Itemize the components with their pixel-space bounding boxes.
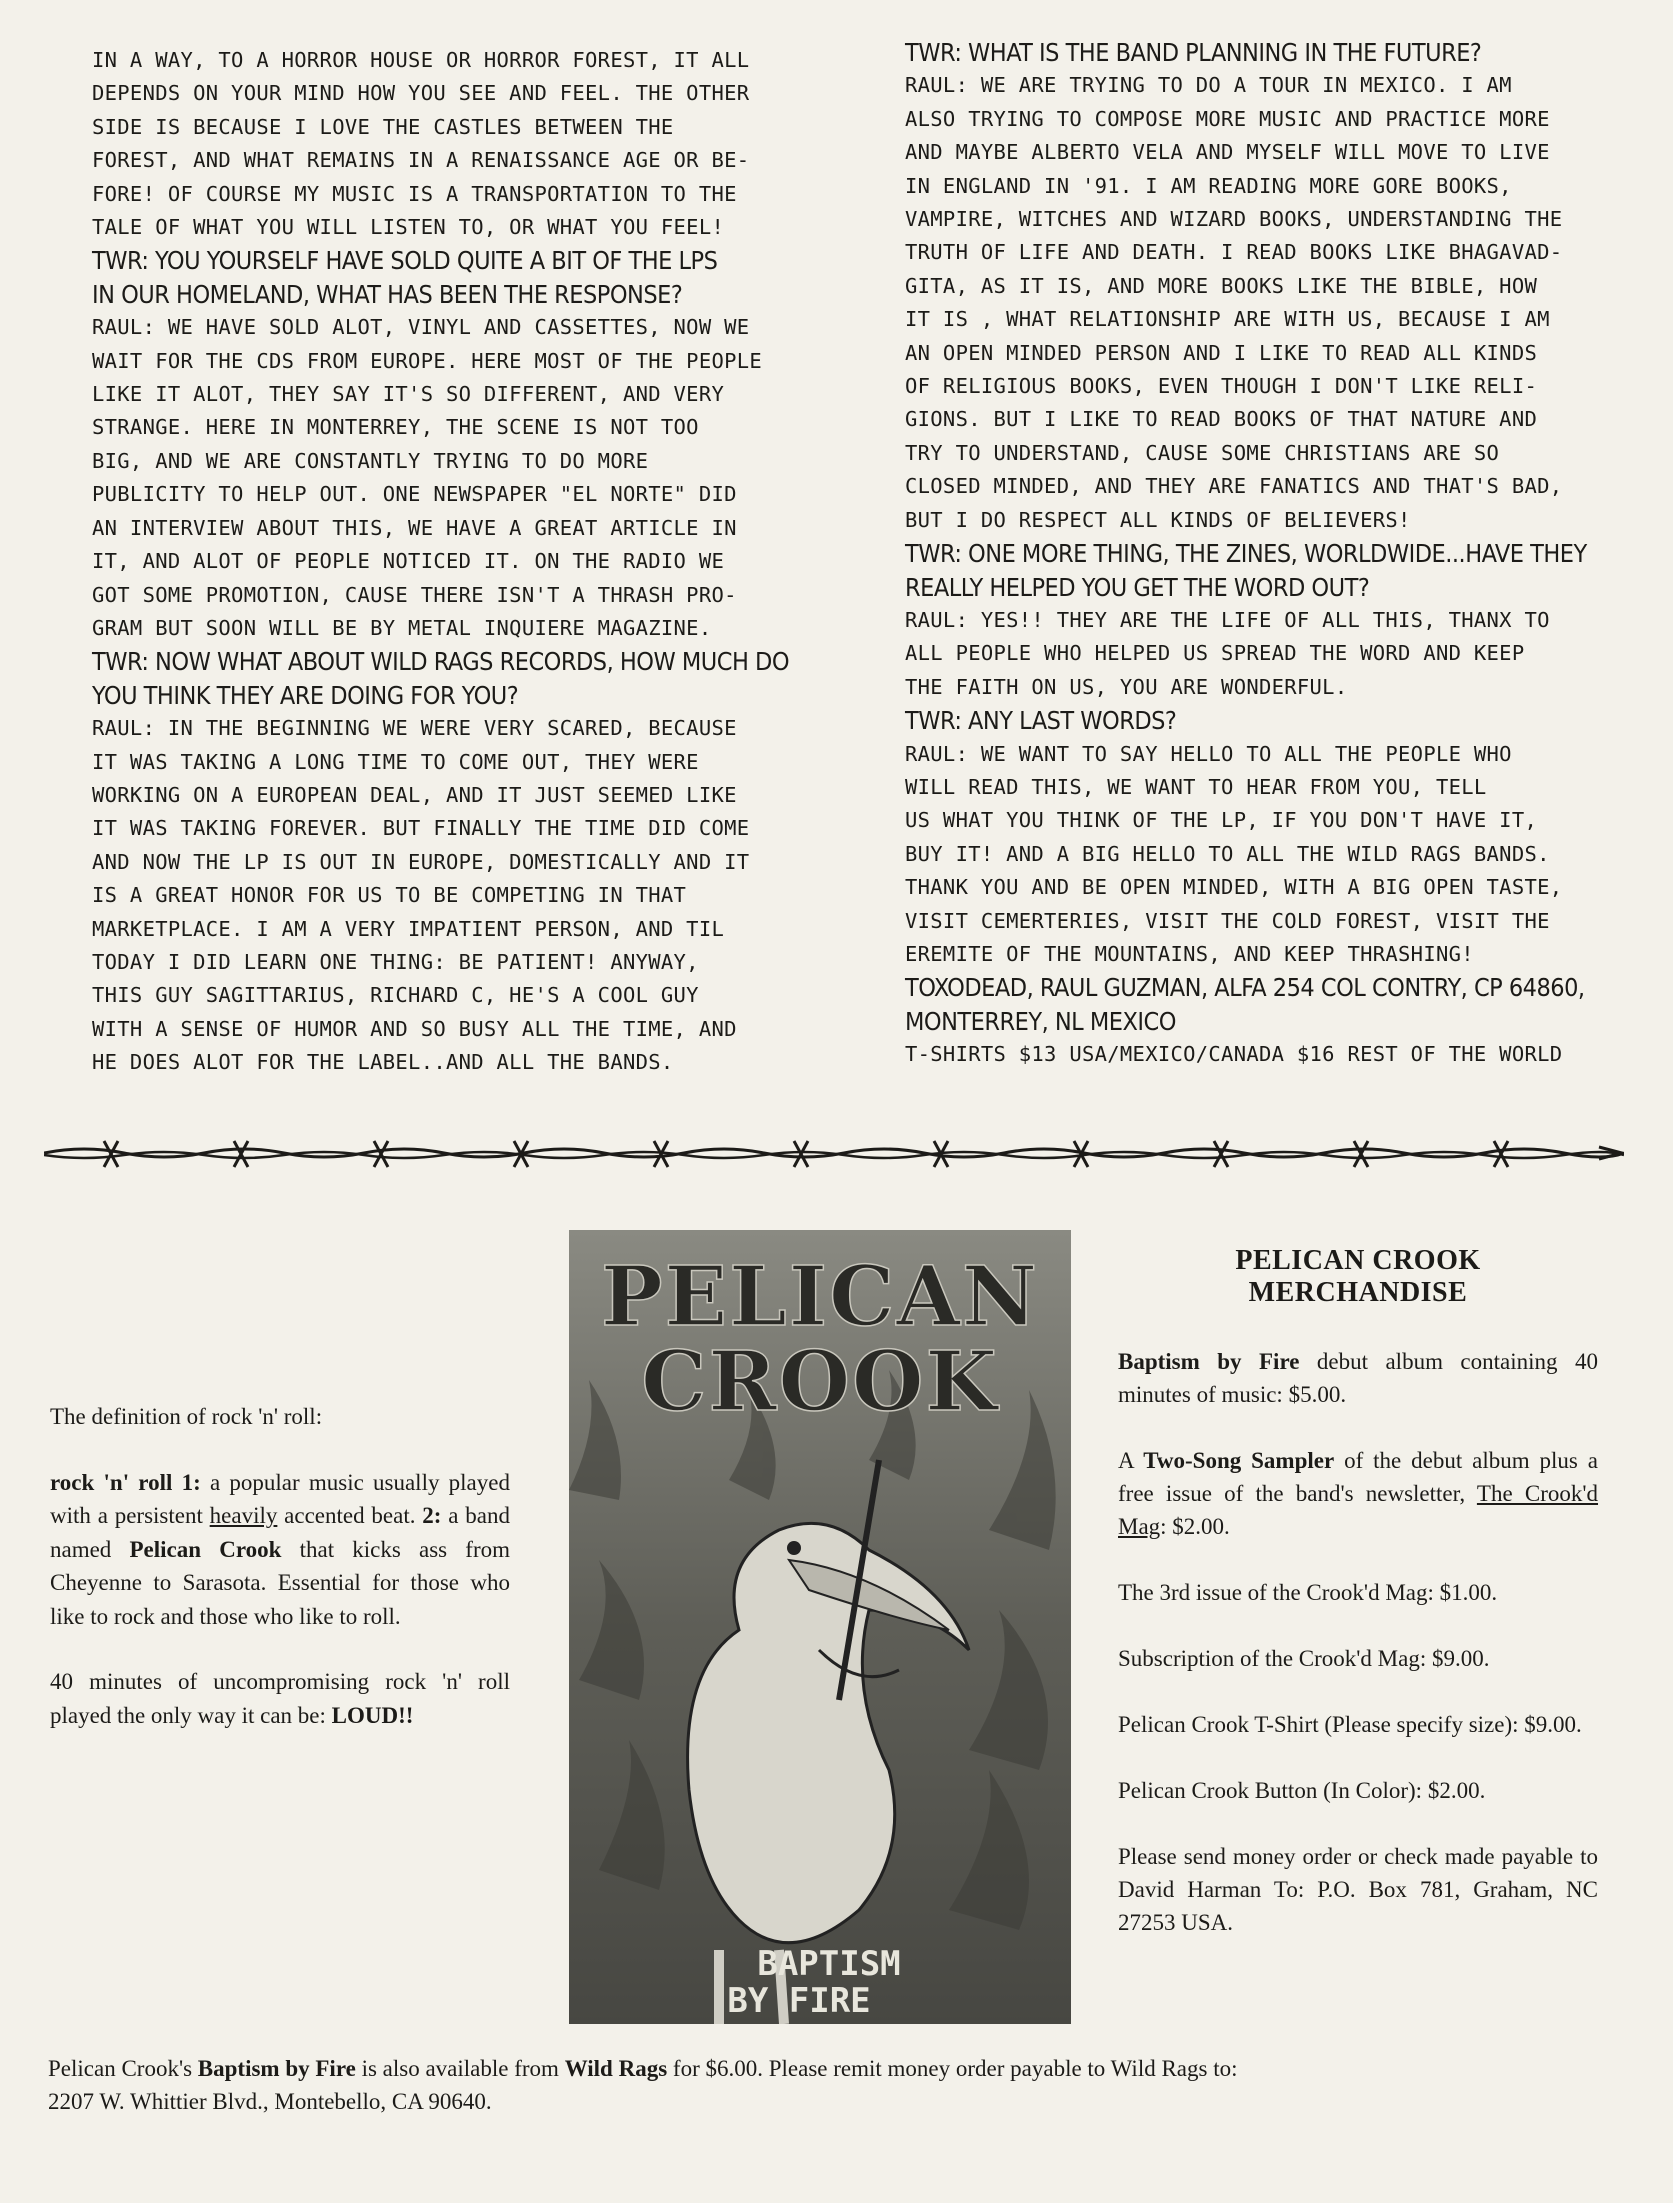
merch-item: A Two-Song Sampler of the debut album plus a free issue of the band's newsletter, The Crook'd Mag: $2.00.: [1118, 1448, 1599, 1539]
interview-line: TRY TO UNDERSTAND, CAUSE SOME CHRISTIANS ARE SO: [905, 440, 1500, 465]
interview-line: THE FAITH ON US, YOU ARE WONDERFUL.: [905, 674, 1348, 699]
interview-line: AN INTERVIEW ABOUT THIS, WE HAVE A GREAT ARTICLE IN: [92, 515, 737, 540]
interview-line: IS A GREAT HONOR FOR US TO BE COMPETING IN THAT: [92, 883, 687, 908]
interview-question: YOU THINK THEY ARE DOING FOR YOU?: [92, 680, 519, 710]
interview-line: VISIT CEMERTERIES, VISIT THE COLD FOREST, VISIT THE: [905, 908, 1550, 933]
interview-line: TRUTH OF LIFE AND DEATH. I READ BOOKS LIKE BHAGAVAD-: [905, 240, 1563, 265]
interview-line: CLOSED MINDED, AND THEY ARE FANATICS AND THAT'S BAD,: [905, 474, 1563, 499]
footer-line1: Pelican Crook's Baptism by Fire is also available from Wild Rags for $6.00. Please remit money order payable to Wild Rags to:: [48, 2056, 1238, 2081]
interview-question: TWR: ANY LAST WORDS?: [905, 706, 1177, 736]
interview-line: WAIT FOR THE CDS FROM EUROPE. HERE MOST OF THE PEOPLE: [92, 348, 763, 373]
merch-item: Pelican Crook Button (In Color): $2.00.: [1118, 1778, 1486, 1803]
interview-line: THIS GUY SAGITTARIUS, RICHARD C, HE'S A COOL GUY: [92, 983, 699, 1008]
interview-question: IN OUR HOMELAND, WHAT HAS BEEN THE RESPONSE?: [92, 279, 683, 309]
rock-n-roll-definition: [50, 1400, 510, 1764]
interview-line: AND MAYBE ALBERTO VELA AND MYSELF WILL MOVE TO LIVE: [905, 140, 1550, 165]
interview-question: TWR: ONE MORE THING, THE ZINES, WORLDWIDE...HAVE THEY: [905, 539, 1587, 569]
interview-line: LIKE IT ALOT, THEY SAY IT'S SO DIFFERENT, AND VERY: [92, 382, 725, 407]
merch-item: The 3rd issue of the Crook'd Mag: $1.00.: [1118, 1580, 1498, 1605]
interview-line: RAUL: IN THE BEGINNING WE WERE VERY SCARED, BECAUSE: [92, 716, 737, 741]
interview-column-right: [905, 36, 1595, 1072]
interview-line: TODAY I DID LEARN ONE THING: BE PATIENT! ANYWAY,: [92, 949, 699, 974]
interview-line: GRAM BUT SOON WILL BE BY METAL INQUIERE MAGAZINE.: [92, 615, 712, 640]
interview-line: IN ENGLAND IN '91. I AM READING MORE GORE BOOKS,: [905, 173, 1512, 198]
definition-intro: The definition of rock 'n' roll:: [50, 1404, 323, 1429]
contact-address: TOXODEAD, RAUL GUZMAN, ALFA 254 COL CONTRY, CP 64860,: [905, 973, 1585, 1003]
interview-line: AND NOW THE LP IS OUT IN EUROPE, DOMESTICALLY AND IT: [92, 849, 750, 874]
interview-column-left: [92, 44, 812, 1080]
interview-line: OF RELIGIOUS BOOKS, EVEN THOUGH I DON'T LIKE RELI-: [905, 374, 1538, 399]
tshirt-prices: T-SHIRTS $13 USA/MEXICO/CANADA $16 REST OF THE WORLD: [905, 1042, 1563, 1067]
interview-line: SIDE IS BECAUSE I LOVE THE CASTLES BETWEEN THE: [92, 114, 674, 139]
interview-line: TALE OF WHAT YOU WILL LISTEN TO, OR WHAT YOU FEEL!: [92, 215, 725, 240]
interview-line: WILL READ THIS, WE WANT TO HEAR FROM YOU, TELL: [905, 774, 1487, 799]
interview-line: HE DOES ALOT FOR THE LABEL..AND ALL THE BANDS.: [92, 1050, 674, 1075]
footer-note: [48, 2052, 1618, 2118]
definition-closing: 40 minutes of uncompromising rock 'n' roll played the only way it can be: LOUD!!: [50, 1669, 510, 1728]
interview-line: AN OPEN MINDED PERSON AND I LIKE TO READ ALL KINDS: [905, 340, 1538, 365]
interview-line: BUY IT! AND A BIG HELLO TO ALL THE WILD RAGS BANDS.: [905, 841, 1550, 866]
merch-item: Subscription of the Crook'd Mag: $9.00.: [1118, 1646, 1490, 1671]
interview-question: TWR: YOU YOURSELF HAVE SOLD QUITE A BIT OF THE LPS: [92, 246, 718, 276]
interview-line: VAMPIRE, WITCHES AND WIZARD BOOKS, UNDERSTANDING THE: [905, 207, 1563, 232]
contact-address: MONTERREY, NL MEXICO: [905, 1006, 1176, 1036]
interview-line: BUT I DO RESPECT ALL KINDS OF BELIEVERS!: [905, 507, 1411, 532]
cover-band-name-line2: CROOK: [641, 1334, 999, 1430]
interview-line: GIONS. BUT I LIKE TO READ BOOKS OF THAT NATURE AND: [905, 407, 1538, 432]
interview-line: MARKETPLACE. I AM A VERY IMPATIENT PERSON, AND TIL: [92, 916, 725, 941]
footer-address: 2207 W. Whittier Blvd., Montebello, CA 90640.: [48, 2089, 492, 2114]
interview-line: IT, AND ALOT OF PEOPLE NOTICED IT. ON THE RADIO WE: [92, 549, 725, 574]
album-cover: [569, 1230, 1071, 2024]
interview-line: THANK YOU AND BE OPEN MINDED, WITH A BIG OPEN TASTE,: [905, 875, 1563, 900]
definition-body: rock 'n' roll 1: a popular music usually played with a persistent heavily accented beat. 2: a band named Pelican Crook that kicks ass from Cheyenne to Sarasota. Essential for those who like to rock and those who like to roll.: [50, 1469, 511, 1629]
interview-line: STRANGE. HERE IN MONTERREY, THE SCENE IS NOT TOO: [92, 415, 699, 440]
cover-album-line1: BAPTISM: [757, 1944, 901, 1984]
merch-item: Baptism by Fire debut album containing 40 minutes of music: $5.00.: [1118, 1349, 1598, 1407]
merch-ordering-info: Please send money order or check made payable to David Harman To: P.O. Box 781, Graham, NC 27253 USA.: [1118, 1844, 1598, 1935]
interview-line: IT IS , WHAT RELATIONSHIP ARE WITH US, BECAUSE I AM: [905, 307, 1550, 332]
interview-line: ALL PEOPLE WHO HELPED US SPREAD THE WORD AND KEEP: [905, 641, 1525, 666]
interview-line: US WHAT YOU THINK OF THE LP, IF YOU DON'T HAVE IT,: [905, 808, 1538, 833]
cover-album-line2: BY FIRE: [727, 1981, 871, 2021]
interview-line: FOREST, AND WHAT REMAINS IN A RENAISSANCE AGE OR BE-: [92, 148, 750, 173]
interview-line: FORE! OF COURSE MY MUSIC IS A TRANSPORTATION TO THE: [92, 181, 737, 206]
interview-line: WORKING ON A EUROPEAN DEAL, AND IT JUST SEEMED LIKE: [92, 782, 737, 807]
interview-line: RAUL: WE ARE TRYING TO DO A TOUR IN MEXICO. I AM: [905, 73, 1512, 98]
interview-line: BIG, AND WE ARE CONSTANTLY TRYING TO DO MORE: [92, 448, 649, 473]
interview-line: PUBLICITY TO HELP OUT. ONE NEWSPAPER "EL NORTE" DID: [92, 482, 737, 507]
barbed-wire-divider: [44, 1135, 1624, 1171]
interview-line: RAUL: WE HAVE SOLD ALOT, VINYL AND CASSETTES, NOW WE: [92, 315, 750, 340]
interview-line: IT WAS TAKING A LONG TIME TO COME OUT, THEY WERE: [92, 749, 699, 774]
merchandise-title: PELICAN CROOK MERCHANDISE: [1235, 1245, 1481, 1308]
interview-line: EREMITE OF THE MOUNTAINS, AND KEEP THRASHING!: [905, 941, 1474, 966]
interview-line: DEPENDS ON YOUR MIND HOW YOU SEE AND FEEL. THE OTHER: [92, 81, 750, 106]
interview-line: GOT SOME PROMOTION, CAUSE THERE ISN'T A THRASH PRO-: [92, 582, 737, 607]
merch-item: Pelican Crook T-Shirt (Please specify size): $9.00.: [1118, 1712, 1582, 1737]
interview-line: IT WAS TAKING FOREVER. BUT FINALLY THE TIME DID COME: [92, 816, 750, 841]
interview-line: WITH A SENSE OF HUMOR AND SO BUSY ALL THE TIME, AND: [92, 1016, 737, 1041]
interview-line: GITA, AS IT IS, AND MORE BOOKS LIKE THE BIBLE, HOW: [905, 273, 1538, 298]
cover-band-name-line1: PELICAN: [600, 1249, 1040, 1345]
interview-line: ALSO TRYING TO COMPOSE MORE MUSIC AND PRACTICE MORE: [905, 106, 1550, 131]
interview-question: TWR: NOW WHAT ABOUT WILD RAGS RECORDS, HOW MUCH DO: [92, 647, 790, 677]
merchandise-section: [1118, 1245, 1598, 1972]
interview-line: RAUL: WE WANT TO SAY HELLO TO ALL THE PEOPLE WHO: [905, 741, 1512, 766]
interview-line: IN A WAY, TO A HORROR HOUSE OR HORROR FOREST, IT ALL: [92, 48, 750, 72]
interview-line: RAUL: YES!! THEY ARE THE LIFE OF ALL THIS, THANX TO: [905, 607, 1550, 632]
interview-question: REALLY HELPED YOU GET THE WORD OUT?: [905, 572, 1370, 602]
interview-question: TWR: WHAT IS THE BAND PLANNING IN THE FUTURE?: [905, 38, 1482, 67]
